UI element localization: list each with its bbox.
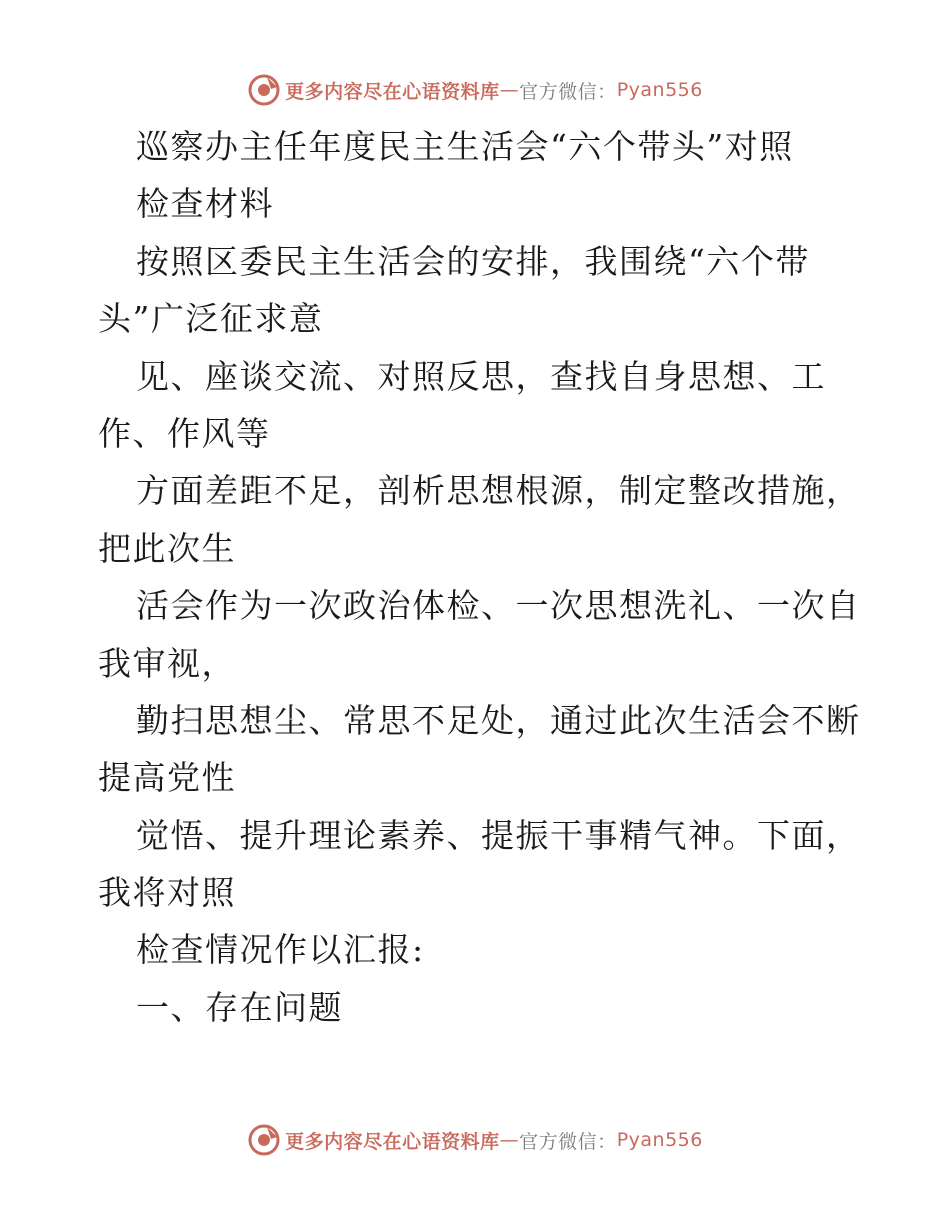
text-line: 勤扫思想尘、常思不足处，通过此次生活会不断 — [136, 700, 861, 740]
watermark-text — [285, 1127, 703, 1154]
watermark-id: Pyan556 — [616, 1129, 703, 1151]
text-line: 方面差距不足，剖析思想根源，制定整改措施， — [136, 471, 861, 511]
text-line: 按照区委民主生活会的安排，我围绕“六个带 — [136, 241, 810, 281]
text-line: 把此次生 — [98, 528, 236, 568]
text-line: 活会作为一次政治体检、一次思想洗礼、一次自 — [136, 586, 861, 626]
text-line: 巡察办主任年度民主生活会“六个带头”对照 — [136, 127, 794, 166]
text-line: 见、座谈交流、对照反思，查找自身思想、工 — [136, 356, 826, 396]
watermark-official: 官方微信： — [519, 80, 617, 103]
text-line: 检查材料 — [136, 184, 274, 224]
watermark-dash: — — [499, 1129, 520, 1151]
watermark-brand: 更多内容尽在心语资料库 — [285, 80, 500, 103]
watermark-dash: — — [499, 79, 520, 101]
document-body — [98, 118, 868, 1036]
text-line: 一、存在问题 — [136, 987, 343, 1027]
footer-watermark — [0, 1120, 950, 1160]
text-line: 检查情况作以汇报: — [136, 930, 425, 970]
text-line: 我审视， — [98, 643, 236, 683]
text-line: 提高党性 — [98, 758, 236, 798]
watermark-official: 官方微信： — [519, 1130, 617, 1153]
text-line: 觉悟、提升理论素养、提振干事精气神。下面， — [136, 815, 861, 855]
logo-icon — [247, 1123, 281, 1157]
watermark-brand: 更多内容尽在心语资料库 — [285, 1130, 500, 1153]
watermark-id: Pyan556 — [616, 79, 703, 101]
watermark-text — [285, 77, 703, 104]
header-watermark — [0, 70, 950, 110]
text-line: 作、作风等 — [98, 413, 271, 453]
logo-icon — [247, 73, 281, 107]
text-line: 我将对照 — [98, 873, 236, 913]
text-line: 头”广泛征求意 — [98, 299, 324, 339]
